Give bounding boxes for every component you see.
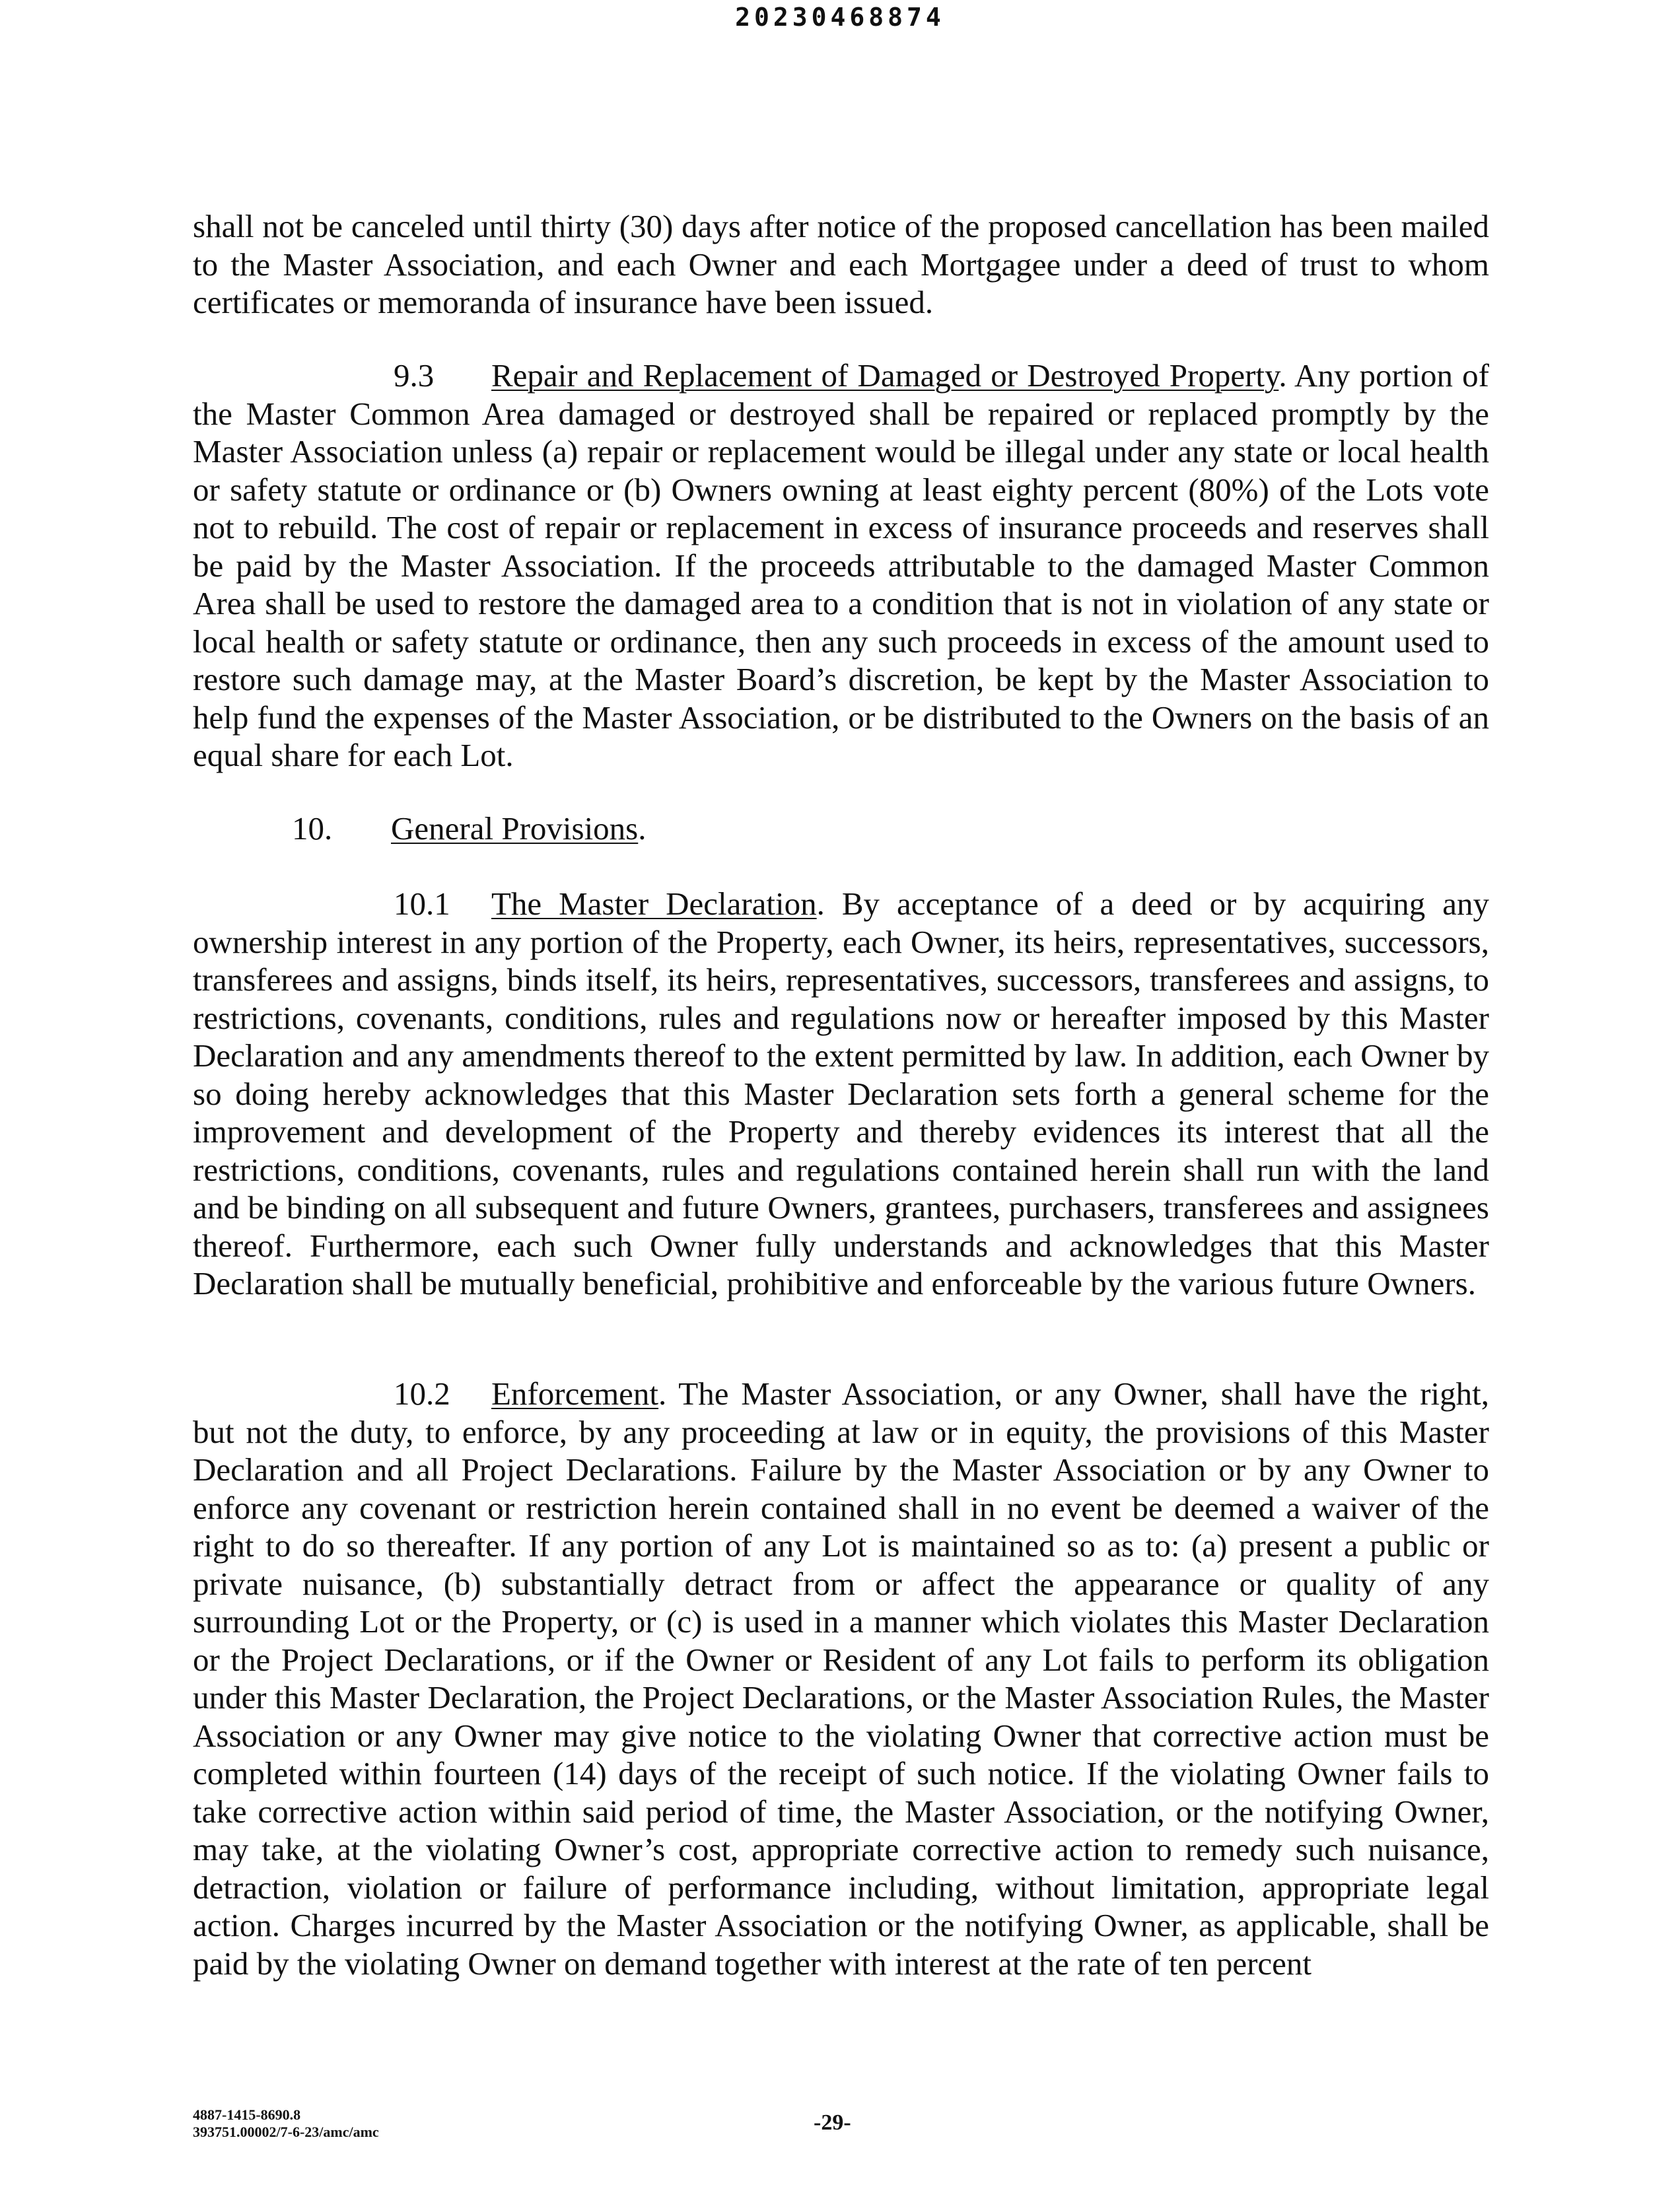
section-body: . The Master Association, or any Owner, shall have the right, but not the duty, to enforce, by any proceeding at law or in equity, the provisions of this Master Declaration and all Project Declarations. Failure by the Master Association or by any Owner to enforce any covenant or restriction herein contained shall in no event be deemed a waiver of the right to do so thereafter. If any portion of any Lot is maintained so as to: (a) present a public or private nuisance, (b) substantially detract from or affect the appearance or quality of any surrounding Lot or the Property, or (c) is used in a manner which violates this Master Declaration or the Project Declarations, or if the Owner or Resident of any Lot fails to perform its obligation under this Master Declaration, the Project Declarations, or the Master Association Rules, the Master Association or any Owner may give notice to the violating Owner that corrective action must be completed within fourteen (14) days of the receipt of such notice. If the violating Owner fails to take corrective action within said period of time, the Master Association, or the notifying Owner, may take, at the violating Owner’s cost, appropriate corrective action to remedy such nuisance, detraction, violation or failure of performance including, without limitation, appropriate legal action. Charges incurred by the Master Association or the notifying Owner, as applicable, shall be paid by the violating Owner on demand together with interest at the rate of ten percent xyxy=(193,1375,1489,1982)
footer-doc-id-line1: 4887-1415-8690.8 xyxy=(193,2106,301,2123)
section-heading: The Master Declaration xyxy=(491,885,817,922)
section-body: . By acceptance of a deed or by acquiring any ownership interest in any portion of the Property, each Owner, its heirs, representatives, successors, transferees and assigns, binds itself, its heirs, representatives, successors, transferees and assigns, to restrictions, covenants, conditions, rules and regulations now or hereafter imposed by this Master Declaration and any amendments thereof to the extent permitted by law. In addition, each Owner by so doing hereby acknowledges that this Master Declaration sets forth a general scheme for the improvement and development of the Property and thereby evidences its interest that all the restrictions, conditions, covenants, rules and regulations contained herein shall run with the land and be binding on all subsequent and future Owners, grantees, purchasers, transferees and assignees thereof. Furthermore, each such Owner fully understands and acknowledges that this Master Declaration shall be mutually beneficial, prohibitive and enforceable by the various future Owners. xyxy=(193,885,1489,1302)
section-10-general-provisions xyxy=(193,810,1489,848)
section-10-1-master-declaration xyxy=(193,885,1489,1303)
section-10-2-enforcement xyxy=(193,1375,1489,1982)
section-number: 10.1 xyxy=(394,885,450,922)
paragraph-insurance-continuation: shall not be canceled until thirty (30) days after notice of the proposed cancellation has been mailed to the Master Association, and each Owner and each Mortgagee under a deed of trust to whom certificates or memoranda of insurance have been issued. xyxy=(193,208,1489,320)
section-heading: General Provisions xyxy=(391,810,639,847)
page-number: -29- xyxy=(814,2110,851,2135)
section-9-3-repair-replacement xyxy=(193,357,1489,775)
section-number: 10. xyxy=(292,810,333,847)
section-number: 9.3 xyxy=(394,357,435,394)
footer-doc-id-line2: 393751.00002/7-6-23/amc/amc xyxy=(193,2124,379,2140)
section-number: 10.2 xyxy=(394,1375,450,1412)
section-heading-suffix: . xyxy=(638,810,647,847)
section-heading: Enforcement xyxy=(491,1375,659,1412)
section-heading: Repair and Replacement of Damaged or Destroyed Property xyxy=(491,357,1279,394)
footer-document-id xyxy=(193,2106,379,2141)
recording-number: 20230468874 xyxy=(735,3,945,32)
section-body: . Any portion of the Master Common Area damaged or destroyed shall be repaired or replaced promptly by the Master Association unless (a) repair or replacement would be illegal under any state or local health or safety statute or ordinance or (b) Owners owning at least eighty percent (80%) of the Lots vote not to rebuild. The cost of repair or replacement in excess of insurance proceeds and reserves shall be paid by the Master Association. If the proceeds attributable to the damaged Master Common Area shall be used to restore the damaged area to a condition that is not in violation of any state or local health or safety statute or ordinance, then any such proceeds in excess of the amount used to restore such damage may, at the Master Board’s discretion, be kept by the Master Association to help fund the expenses of the Master Association, or be distributed to the Owners on the basis of an equal share for each Lot. xyxy=(193,357,1489,773)
